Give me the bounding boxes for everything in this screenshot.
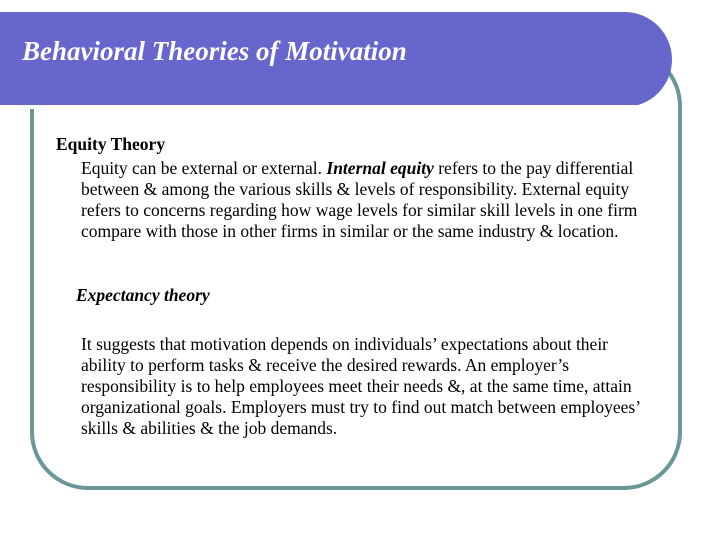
equity-lead-text: Equity can be external or external. [81, 158, 323, 178]
expectancy-paragraph: It suggests that motivation depends on individuals’ expectations about their ability to perform tasks & receive the desired rewards. An employer’s responsibility is to help employees meet their needs &, at the same time, attain organizational goals. Employers must try to find out match between employees’ skills & abilities & the job demands. [81, 334, 640, 438]
internal-equity-emphasis: Internal equity [326, 158, 434, 178]
title-underline [0, 105, 638, 109]
section-heading-expectancy: Expectancy theory [76, 285, 210, 305]
slide-title: Behavioral Theories of Motivation [22, 36, 407, 66]
section-heading-equity: Equity Theory [56, 134, 166, 154]
equity-rest-text: refers to the pay differential between & among the various skills & levels of responsibility. External equity refers to concerns regarding how wage levels for similar skill levels in one firm compare with those in other firms in similar or the same industry & location. [81, 158, 638, 241]
equity-paragraph [81, 158, 656, 242]
